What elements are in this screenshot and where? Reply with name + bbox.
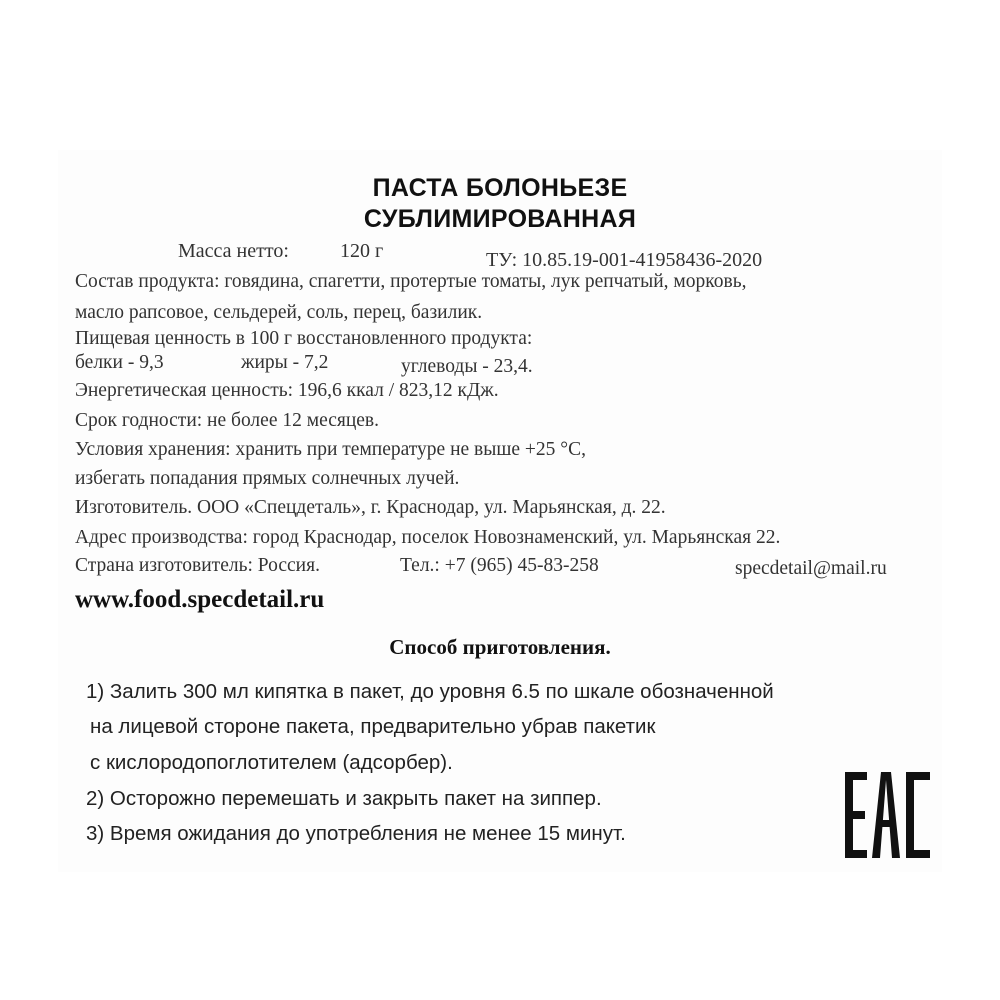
preparation-step2: 2) Осторожно перемешать и закрыть пакет на зиппер. [86,787,602,810]
production-address: Адрес производства: город Краснодар, поселок Новознаменский, ул. Марьянская 22. [75,527,781,548]
storage-line2: избегать попадания прямых солнечных лучей. [75,468,460,489]
website-url: www.food.specdetail.ru [75,586,325,613]
manufacturer: Изготовитель. ООО «Спецдеталь», г. Краснодар, ул. Марьянская, д. 22. [75,497,666,518]
net-weight-value: 120 г [340,240,384,262]
preparation-step1-line2: на лицевой стороне пакета, предварительно убрав пакетик [90,715,656,738]
composition-line1: Состав продукта: говядина, спагетти, протертые томаты, лук репчатый, морковь, [75,271,747,292]
eac-certification-icon [845,772,933,858]
composition-line2: масло рапсовое, сельдерей, соль, перец, базилик. [75,302,483,323]
fats-value: жиры - 7,2 [241,352,329,373]
preparation-step1-line3: с кислородопоглотителем (адсорбер). [90,751,453,774]
carbs-value: углеводы - 23,4. [401,356,533,377]
preparation-step3: 3) Время ожидания до употребления не менее 15 минут. [86,822,626,845]
proteins-value: белки - 9,3 [75,352,164,373]
email-address: specdetail@mail.ru [735,558,887,579]
energy-value: Энергетическая ценность: 196,6 ккал / 823,12 кДж. [75,380,499,401]
preparation-title: Способ приготовления. [389,635,611,659]
preparation-step1-line1: 1) Залить 300 мл кипятка в пакет, до уровня 6.5 по шкале обозначенной [86,680,774,703]
storage-line1: Условия хранения: хранить при температуре не выше +25 °С, [75,439,586,460]
technical-standard: ТУ: 10.85.19-001-41958436-2020 [486,249,763,271]
product-label [58,150,942,872]
phone-number: Тел.: +7 (965) 45-83-258 [400,555,599,576]
product-title-line2: СУБЛИМИРОВАННАЯ [363,205,637,233]
nutrition-heading: Пищевая ценность в 100 г восстановленного продукта: [75,328,533,349]
country-of-origin: Страна изготовитель: Россия. [75,555,320,576]
net-weight-label: Масса нетто: [178,240,289,262]
shelf-life: Срок годности: не более 12 месяцев. [75,410,380,431]
product-title-line1: ПАСТА БОЛОНЬЕЗЕ [372,174,628,202]
